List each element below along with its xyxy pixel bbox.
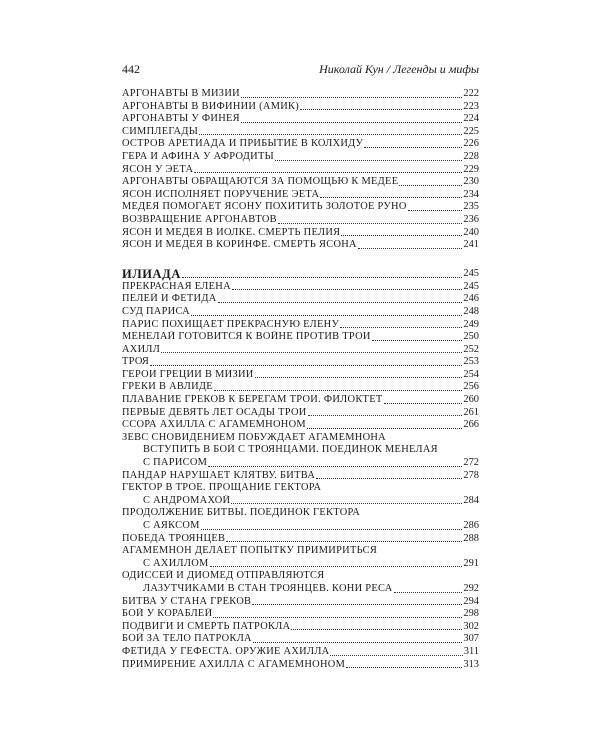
toc-entry-title: ЗЕВС СНОВИДЕНИЕМ ПОБУЖДАЕТ АГАМЕМНОНА bbox=[122, 431, 386, 443]
toc-page-number: 223 bbox=[463, 100, 479, 112]
toc-entry-line bbox=[122, 356, 479, 369]
toc-entry bbox=[122, 507, 479, 532]
toc-entry bbox=[122, 113, 479, 126]
dot-leader bbox=[399, 185, 462, 186]
page-number: 442 bbox=[122, 62, 140, 76]
toc-entry-line bbox=[122, 407, 479, 420]
toc-page-number: 245 bbox=[463, 280, 479, 292]
toc-entry bbox=[122, 176, 479, 189]
toc-entry-title: ПРИМИРЕНИЕ АХИЛЛА С АГАМЕМНОНОМ bbox=[122, 658, 346, 670]
toc-entry bbox=[122, 227, 479, 240]
toc-page-number: 266 bbox=[463, 419, 479, 431]
toc-page-number: 250 bbox=[463, 331, 479, 343]
toc-page-number: 261 bbox=[463, 406, 479, 418]
toc-entry-title: ПРЕКРАСНАЯ ЕЛЕНА bbox=[122, 280, 231, 292]
toc-entry-title: АХИЛЛ bbox=[122, 343, 161, 355]
toc-page-number: 230 bbox=[463, 176, 479, 188]
toc-entry-line bbox=[122, 331, 479, 344]
toc-page-number: 224 bbox=[463, 113, 479, 125]
toc-page-number: 254 bbox=[463, 368, 479, 380]
dot-leader bbox=[241, 97, 462, 98]
toc-entry bbox=[122, 293, 479, 306]
dot-leader bbox=[330, 655, 462, 656]
dot-leader bbox=[364, 147, 462, 148]
dot-leader bbox=[231, 503, 462, 504]
toc-entry-line bbox=[122, 88, 479, 101]
toc-entry bbox=[122, 545, 479, 570]
toc-entry-line bbox=[122, 419, 479, 432]
toc-entry bbox=[122, 482, 479, 507]
dot-leader bbox=[199, 134, 462, 135]
toc-entry-title: ВОЗВРАЩЕНИЕ АРГОНАВТОВ bbox=[122, 213, 277, 225]
dot-leader bbox=[300, 109, 462, 110]
toc-entry-line bbox=[122, 267, 479, 281]
toc-entry-title: АРГОНАВТЫ В ВИФИНИИ (АМИК) bbox=[122, 100, 300, 112]
toc-page-number: 278 bbox=[463, 469, 479, 481]
dot-leader bbox=[232, 289, 463, 290]
toc-page-number: 240 bbox=[463, 226, 479, 238]
toc-page-number: 248 bbox=[463, 305, 479, 317]
toc-page-number: 272 bbox=[463, 457, 479, 469]
section-heading bbox=[122, 267, 479, 281]
toc-entry-line bbox=[122, 319, 479, 332]
toc-entry-line bbox=[122, 583, 479, 596]
toc-entry-title: ПОДВИГИ И СМЕРТЬ ПАТРОКЛА bbox=[122, 620, 291, 632]
toc-entry-line bbox=[122, 520, 479, 533]
toc-entry-line bbox=[122, 558, 479, 571]
toc-entry-title: БОЙ У КОРАБЛЕЙ bbox=[122, 608, 213, 620]
toc-entry-title: ВСТУПИТЬ В БОЙ С ТРОЯНЦАМИ. ПОЕДИНОК МЕНЕЛАЯ bbox=[143, 444, 438, 456]
toc-entry-title: ЛАЗУТЧИКАМИ В СТАН ТРОЯНЦЕВ. КОНИ РЕСА bbox=[143, 582, 393, 594]
toc-entry-title: ГЕКТОР В ТРОЕ. ПРОЩАНИЕ ГЕКТОРА bbox=[122, 482, 322, 494]
toc-entry-title: БОЙ ЗА ТЕЛО ПАТРОКЛА bbox=[122, 633, 252, 645]
dot-leader bbox=[341, 235, 462, 236]
toc-entry bbox=[122, 570, 479, 595]
toc-entry-line bbox=[122, 189, 479, 202]
toc-entry-title: С ПАРИСОМ bbox=[143, 457, 208, 469]
dot-leader bbox=[182, 277, 462, 278]
dot-leader bbox=[278, 223, 463, 224]
toc-entry bbox=[122, 608, 479, 621]
toc-entry-line bbox=[122, 633, 479, 646]
toc-entry-line bbox=[122, 113, 479, 126]
toc-page-number: 292 bbox=[463, 582, 479, 594]
dot-leader bbox=[307, 428, 462, 429]
toc-page-number: 235 bbox=[463, 201, 479, 213]
toc-entry bbox=[122, 533, 479, 546]
toc-entry-line bbox=[122, 306, 479, 319]
toc-entry-line bbox=[122, 533, 479, 546]
toc-entry-line bbox=[122, 151, 479, 164]
toc-entry-title: ОДИССЕЙ И ДИОМЕД ОТПРАВЛЯЮТСЯ bbox=[122, 570, 325, 582]
toc-entry-line bbox=[122, 126, 479, 139]
dot-leader bbox=[210, 566, 463, 567]
running-title: Николай Кун / Легенды и мифы bbox=[319, 62, 479, 76]
page-header bbox=[122, 62, 479, 78]
toc-entry-title: ОСТРОВ АРЕТИАДА И ПРИБЫТИЕ В КОЛХИДУ bbox=[122, 138, 364, 150]
dot-leader bbox=[214, 390, 462, 391]
toc-entry-title: АРГОНАВТЫ В МИЗИИ bbox=[122, 88, 240, 99]
dot-leader bbox=[394, 592, 463, 593]
toc-entry-title: ПОБЕДА ТРОЯНЦЕВ bbox=[122, 532, 226, 544]
toc-entry-title: ПРОДОЛЖЕНИЕ БИТВЫ. ПОЕДИНОК ГЕКТОРА bbox=[122, 507, 361, 519]
toc-entry-line bbox=[122, 545, 479, 558]
table-of-contents bbox=[122, 88, 479, 671]
toc-page-number: 252 bbox=[463, 343, 479, 355]
toc-entry bbox=[122, 646, 479, 659]
toc-page-number: 228 bbox=[463, 150, 479, 162]
toc-entry-line bbox=[122, 457, 479, 470]
toc-entry bbox=[122, 281, 479, 294]
toc-entry-line bbox=[122, 482, 479, 495]
toc-entry-line bbox=[122, 293, 479, 306]
toc-page-number: 229 bbox=[463, 163, 479, 175]
toc-entry-title: ГРЕКИ В АВЛИДЕ bbox=[122, 381, 213, 393]
toc-page-number: 284 bbox=[463, 494, 479, 506]
toc-entry-line bbox=[122, 381, 479, 394]
dot-leader bbox=[255, 377, 463, 378]
toc-page-number: 222 bbox=[463, 88, 479, 99]
section-title: ИЛИАДА bbox=[122, 266, 182, 281]
toc-page-number: 307 bbox=[463, 633, 479, 645]
toc-page-number: 311 bbox=[463, 645, 479, 657]
toc-entry bbox=[122, 419, 479, 432]
toc-entry-title: АГАМЕМНОН ДЕЛАЕТ ПОПЫТКУ ПРИМИРИТЬСЯ bbox=[122, 545, 378, 557]
toc-page-number: 245 bbox=[463, 267, 479, 279]
toc-entry-line bbox=[122, 470, 479, 483]
dot-leader bbox=[320, 197, 462, 198]
toc-entry bbox=[122, 306, 479, 319]
toc-entry-line bbox=[122, 432, 479, 445]
toc-entry-line bbox=[122, 369, 479, 382]
dot-leader bbox=[208, 466, 462, 467]
toc-page-number: 225 bbox=[463, 125, 479, 137]
toc-page-number: 291 bbox=[463, 557, 479, 569]
dot-leader bbox=[191, 315, 462, 316]
toc-entry-title: СИМПЛЕГАДЫ bbox=[122, 125, 199, 137]
toc-entry-title: ССОРА АХИЛЛА С АГАМЕМНОНОМ bbox=[122, 419, 306, 431]
dot-leader bbox=[241, 122, 463, 123]
toc-entry bbox=[122, 621, 479, 634]
toc-entry-title: МЕДЕЯ ПОМОГАЕТ ЯСОНУ ПОХИТИТЬ ЗОЛОТОЕ РУНО bbox=[122, 201, 407, 213]
dot-leader bbox=[346, 667, 462, 668]
toc-page-number: 260 bbox=[463, 394, 479, 406]
toc-entry-line bbox=[122, 214, 479, 227]
toc-entry-line bbox=[122, 507, 479, 520]
toc-entry bbox=[122, 201, 479, 214]
toc-entry-title: ПЛАВАНИЕ ГРЕКОВ К БЕРЕГАМ ТРОИ. ФИЛОКТЕТ bbox=[122, 394, 383, 406]
toc-entry-line bbox=[122, 495, 479, 508]
toc-entry-line bbox=[122, 570, 479, 583]
toc-entry-title: ПАРИС ПОХИЩАЕТ ПРЕКРАСНУЮ ЕЛЕНУ bbox=[122, 318, 340, 330]
toc-entry-line bbox=[122, 608, 479, 621]
toc-entry-line bbox=[122, 201, 479, 214]
toc-page-number: 249 bbox=[463, 318, 479, 330]
toc-entry-title: ТРОЯ bbox=[122, 356, 150, 368]
toc-entry-line bbox=[122, 621, 479, 634]
toc-entry-title: ПЕЛЕЙ И ФЕТИДА bbox=[122, 293, 217, 305]
toc-entry-title: БИТВА У СТАНА ГРЕКОВ bbox=[122, 595, 252, 607]
toc-entry-line bbox=[122, 394, 479, 407]
toc-page-number: 288 bbox=[463, 532, 479, 544]
toc-entry bbox=[122, 331, 479, 344]
toc-entry-line bbox=[122, 239, 479, 252]
toc-entry bbox=[122, 659, 479, 672]
toc-page-number: 236 bbox=[463, 213, 479, 225]
toc-entry-title: ЯСОН ИСПОЛНЯЕТ ПОРУЧЕНИЕ ЭЕТА bbox=[122, 188, 320, 200]
toc-entry-line bbox=[122, 281, 479, 294]
toc-entry bbox=[122, 407, 479, 420]
toc-entry-line bbox=[122, 101, 479, 114]
toc-entry bbox=[122, 319, 479, 332]
toc-entry bbox=[122, 394, 479, 407]
dot-leader bbox=[372, 340, 463, 341]
toc-entry bbox=[122, 432, 479, 470]
dot-leader bbox=[213, 617, 462, 618]
toc-entry bbox=[122, 101, 479, 114]
toc-entry-title: МЕНЕЛАЙ ГОТОВИТСЯ К ВОЙНЕ ПРОТИВ ТРОИ bbox=[122, 331, 371, 343]
toc-page-number: 253 bbox=[463, 356, 479, 368]
toc-entry-title: ПЕРВЫЕ ДЕВЯТЬ ЛЕТ ОСАДЫ ТРОИ bbox=[122, 406, 307, 418]
toc-entry-title: ГЕРОИ ГРЕЦИИ В МИЗИИ bbox=[122, 368, 254, 380]
toc-entry bbox=[122, 356, 479, 369]
dot-leader bbox=[201, 529, 463, 530]
toc-entry bbox=[122, 381, 479, 394]
dot-leader bbox=[308, 415, 463, 416]
toc-entry bbox=[122, 126, 479, 139]
toc-page-number: 234 bbox=[463, 188, 479, 200]
toc-entry-title: ГЕРА И АФИНА У АФРОДИТЫ bbox=[122, 150, 274, 162]
toc-page-number: 298 bbox=[463, 608, 479, 620]
toc-entry-title: АРГОНАВТЫ ОБРАЩАЮТСЯ ЗА ПОМОЩЬЮ К МЕДЕЕ bbox=[122, 176, 399, 188]
dot-leader bbox=[218, 302, 463, 303]
toc-entry-title: С АЯКСОМ bbox=[143, 520, 200, 531]
toc-entry-title: АРГОНАВТЫ У ФИНЕЯ bbox=[122, 113, 240, 125]
toc-entry bbox=[122, 633, 479, 646]
toc-entry-line bbox=[122, 659, 479, 672]
toc-page-number: 313 bbox=[463, 658, 479, 670]
toc-entry-line bbox=[122, 344, 479, 357]
dot-leader bbox=[384, 403, 463, 404]
section-gap bbox=[122, 252, 479, 267]
dot-leader bbox=[161, 352, 462, 353]
toc-entry-line bbox=[122, 444, 479, 457]
toc-entry-title: ФЕТИДА У ГЕФЕСТА. ОРУЖИЕ АХИЛЛА bbox=[122, 645, 330, 657]
toc-page-number: 302 bbox=[463, 620, 479, 632]
dot-leader bbox=[252, 604, 462, 605]
toc-entry bbox=[122, 470, 479, 483]
dot-leader bbox=[408, 210, 463, 211]
toc-page-number: 241 bbox=[463, 239, 479, 251]
dot-leader bbox=[316, 478, 462, 479]
toc-entry-title: С АХИЛЛОМ bbox=[143, 557, 209, 569]
toc-entry bbox=[122, 138, 479, 151]
dot-leader bbox=[194, 172, 462, 173]
toc-page-number: 286 bbox=[463, 520, 479, 531]
toc-entry-title: ЯСОН У ЭЕТА bbox=[122, 163, 194, 175]
dot-leader bbox=[340, 327, 462, 328]
toc-entry-line bbox=[122, 646, 479, 659]
toc-entry-title: СУД ПАРИСА bbox=[122, 305, 190, 317]
toc-entry bbox=[122, 239, 479, 252]
dot-leader bbox=[291, 629, 462, 630]
toc-entry-title: С АНДРОМАХОЙ bbox=[143, 494, 231, 506]
toc-entry bbox=[122, 596, 479, 609]
toc-entry-title: ЯСОН И МЕДЕЯ В ИОЛКЕ. СМЕРТЬ ПЕЛИЯ bbox=[122, 226, 341, 238]
dot-leader bbox=[150, 365, 462, 366]
toc-entry-title: ПАНДАР НАРУШАЕТ КЛЯТВУ. БИТВА bbox=[122, 469, 316, 481]
toc-entry-title: ЯСОН И МЕДЕЯ В КОРИНФЕ. СМЕРТЬ ЯСОНА bbox=[122, 239, 357, 251]
toc-page-number: 226 bbox=[463, 138, 479, 150]
toc-page-number: 256 bbox=[463, 381, 479, 393]
toc-page-number: 294 bbox=[463, 595, 479, 607]
toc-entry bbox=[122, 369, 479, 382]
toc-entry bbox=[122, 344, 479, 357]
dot-leader bbox=[226, 541, 462, 542]
toc-entry bbox=[122, 151, 479, 164]
toc-entry bbox=[122, 88, 479, 101]
toc-entry-line bbox=[122, 164, 479, 177]
toc-entry-line bbox=[122, 227, 479, 240]
dot-leader bbox=[275, 160, 462, 161]
toc-entry-line bbox=[122, 596, 479, 609]
toc-entry bbox=[122, 164, 479, 177]
toc-entry bbox=[122, 189, 479, 202]
toc-entry-line bbox=[122, 176, 479, 189]
dot-leader bbox=[253, 642, 463, 643]
toc-page-number: 246 bbox=[463, 293, 479, 305]
dot-leader bbox=[358, 248, 463, 249]
toc-entry bbox=[122, 214, 479, 227]
toc-entry-line bbox=[122, 138, 479, 151]
